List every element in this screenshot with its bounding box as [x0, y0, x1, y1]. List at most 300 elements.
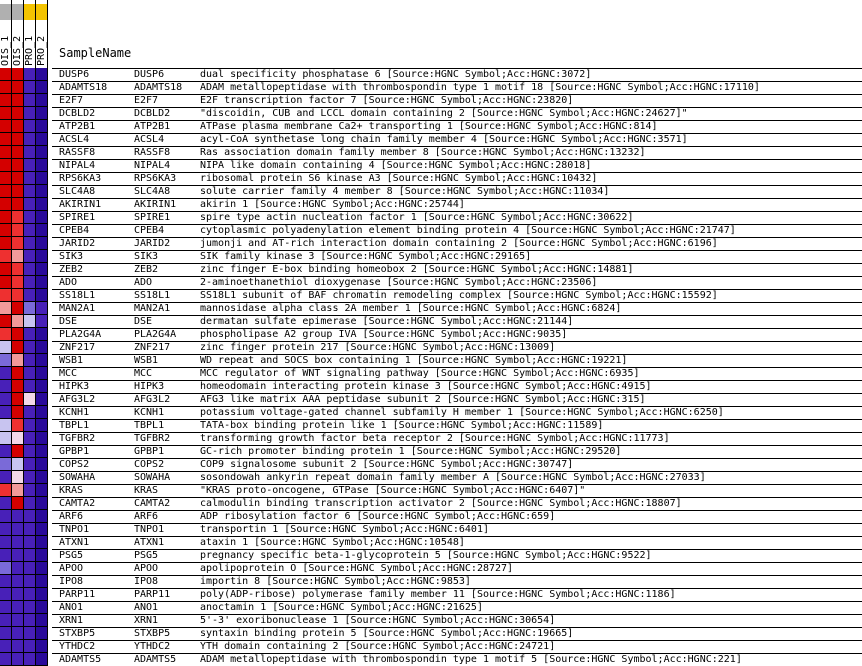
row-symbol-label: CPEB4: [134, 225, 165, 236]
heatmap-cell: [36, 107, 48, 120]
row-description: anoctamin 1 [Source:HGNC Symbol;Acc:HGNC:21625]: [200, 602, 483, 613]
heatmap-cell: [12, 185, 24, 198]
heatmap-cell: [36, 471, 48, 484]
heatmap-cell: [36, 653, 48, 666]
heatmap-cell: [24, 94, 36, 107]
heatmap-cell: [12, 575, 24, 588]
heatmap-cell: [0, 458, 12, 471]
row-description: ADAM metallopeptidase with thrombospondin type 1 motif 18 [Source:HGNC Symbol;Acc:HGNC:17110]: [200, 82, 760, 93]
heatmap-cell: [12, 107, 24, 120]
heatmap-row: [0, 224, 862, 237]
heatmap-cell: [24, 627, 36, 640]
heatmap-cell: [24, 393, 36, 406]
heatmap-cell: [0, 263, 12, 276]
heatmap-cell: [0, 328, 12, 341]
heatmap-cell: [12, 445, 24, 458]
heatmap-cell: [24, 484, 36, 497]
heatmap-cell: [12, 172, 24, 185]
row-probe-label: NIPAL4: [59, 160, 96, 171]
row-symbol-label: GPBP1: [134, 446, 165, 457]
row-description: GC-rich promoter binding protein 1 [Source:HGNC Symbol;Acc:HGNC:29520]: [200, 446, 622, 457]
row-probe-label: JARID2: [59, 238, 96, 249]
heatmap-row: [0, 640, 862, 653]
row-description: sosondowah ankyrin repeat domain family member A [Source:HGNC Symbol;Acc:HGNC:27033]: [200, 472, 706, 483]
row-probe-label: ANO1: [59, 602, 84, 613]
row-probe-label: AKIRIN1: [59, 199, 102, 210]
heatmap-cell: [24, 289, 36, 302]
heatmap-cell: [0, 367, 12, 380]
heatmap-cell: [36, 510, 48, 523]
heatmap-row: [0, 458, 862, 471]
heatmap-cell: [0, 250, 12, 263]
heatmap-cell: [24, 341, 36, 354]
heatmap-cell: [0, 510, 12, 523]
row-description: syntaxin binding protein 5 [Source:HGNC Symbol;Acc:HGNC:19665]: [200, 628, 574, 639]
heatmap-row: [0, 94, 862, 107]
heatmap-cell: [36, 250, 48, 263]
column-header-pro-2: [36, 0, 48, 68]
column-header-label: PRO_1: [24, 35, 35, 66]
heatmap-cell: [12, 302, 24, 315]
row-symbol-label: SIK3: [134, 251, 159, 262]
heatmap-cell: [36, 393, 48, 406]
heatmap-cell: [36, 640, 48, 653]
row-description: YTH domain containing 2 [Source:HGNC Symbol;Acc:HGNC:24721]: [200, 641, 556, 652]
heatmap-row: [0, 276, 862, 289]
heatmap-cell: [24, 237, 36, 250]
row-probe-label: SS18L1: [59, 290, 96, 301]
heatmap-cell: [0, 133, 12, 146]
row-probe-label: AFG3L2: [59, 394, 96, 405]
heatmap-cell: [24, 68, 36, 81]
heatmap-cell: [36, 237, 48, 250]
heatmap-row: [0, 172, 862, 185]
row-probe-label: XRN1: [59, 615, 84, 626]
row-description: "KRAS proto-oncogene, GTPase [Source:HGNC Symbol;Acc:HGNC:6407]": [200, 485, 586, 496]
heatmap-cell: [24, 315, 36, 328]
row-description: jumonji and AT-rich interaction domain containing 2 [Source:HGNC Symbol;Acc:HGNC:6196]: [200, 238, 718, 249]
row-probe-label: HIPK3: [59, 381, 90, 392]
row-probe-label: ACSL4: [59, 134, 90, 145]
heatmap-row: [0, 419, 862, 432]
row-probe-label: IPO8: [59, 576, 84, 587]
row-description: dermatan sulfate epimerase [Source:HGNC Symbol;Acc:HGNC:21144]: [200, 316, 574, 327]
row-probe-label: DCBLD2: [59, 108, 96, 119]
heatmap-cell: [0, 471, 12, 484]
heatmap-cell: [36, 276, 48, 289]
row-description: TATA-box binding protein like 1 [Source:HGNC Symbol;Acc:HGNC:11589]: [200, 420, 604, 431]
heatmap-cell: [0, 302, 12, 315]
heatmap-cell: [12, 497, 24, 510]
row-symbol-label: HIPK3: [134, 381, 165, 392]
column-header-label: OIS_2: [12, 35, 23, 66]
row-description: phospholipase A2 group IVA [Source:HGNC Symbol;Acc:HGNC:9035]: [200, 329, 568, 340]
row-symbol-label: TBPL1: [134, 420, 165, 431]
row-probe-label: SPIRE1: [59, 212, 96, 223]
heatmap-cell: [24, 367, 36, 380]
row-probe-label: SIK3: [59, 251, 84, 262]
row-symbol-label: ZEB2: [134, 264, 159, 275]
heatmap-row: [0, 185, 862, 198]
row-description: zinc finger E-box binding homeobox 2 [Source:HGNC Symbol;Acc:HGNC:14881]: [200, 264, 634, 275]
heatmap-cell: [12, 627, 24, 640]
row-probe-label: KCNH1: [59, 407, 90, 418]
heatmap-cell: [12, 601, 24, 614]
heatmap-cell: [0, 94, 12, 107]
heatmap-cell: [0, 588, 12, 601]
heatmap-row: [0, 523, 862, 536]
heatmap-cell: [0, 653, 12, 666]
row-probe-label: SOWAHA: [59, 472, 96, 483]
row-description: 2-aminoethanethiol dioxygenase [Source:HGNC Symbol;Acc:HGNC:23506]: [200, 277, 598, 288]
heatmap-cell: [12, 419, 24, 432]
heatmap-cell: [24, 185, 36, 198]
row-probe-label: CAMTA2: [59, 498, 96, 509]
heatmap-cell: [36, 354, 48, 367]
heatmap-cell: [0, 276, 12, 289]
heatmap-cell: [12, 198, 24, 211]
heatmap-cell: [12, 588, 24, 601]
heatmap-cell: [36, 523, 48, 536]
heatmap-cell: [24, 302, 36, 315]
row-probe-label: MAN2A1: [59, 303, 96, 314]
heatmap-cell: [12, 471, 24, 484]
heatmap-row: [0, 120, 862, 133]
heatmap-cell: [24, 224, 36, 237]
heatmap-cell: [36, 627, 48, 640]
row-description: ATPase plasma membrane Ca2+ transporting 1 [Source:HGNC Symbol;Acc:HGNC:814]: [200, 121, 658, 132]
heatmap-cell: [12, 263, 24, 276]
row-description: poly(ADP-ribose) polymerase family member 11 [Source:HGNC Symbol;Acc:HGNC:1186]: [200, 589, 676, 600]
row-symbol-label: TGFBR2: [134, 433, 171, 444]
heatmap-cell: [36, 146, 48, 159]
row-symbol-label: KRAS: [134, 485, 159, 496]
column-header-ois-1: [0, 0, 12, 68]
heatmap-cell: [36, 601, 48, 614]
row-description: homeodomain interacting protein kinase 3 [Source:HGNC Symbol;Acc:HGNC:4915]: [200, 381, 652, 392]
heatmap-cell: [36, 289, 48, 302]
heatmap-cell: [24, 445, 36, 458]
heatmap-cell: [0, 419, 12, 432]
row-symbol-label: ACSL4: [134, 134, 165, 145]
heatmap-cell: [12, 393, 24, 406]
heatmap-row: [0, 250, 862, 263]
heatmap-cell: [24, 120, 36, 133]
row-symbol-label: CAMTA2: [134, 498, 171, 509]
row-symbol-label: E2F7: [134, 95, 159, 106]
heatmap-cell: [24, 523, 36, 536]
heatmap-cell: [24, 81, 36, 94]
heatmap-cell: [36, 120, 48, 133]
heatmap-cell: [36, 497, 48, 510]
heatmap-cell: [0, 120, 12, 133]
heatmap-cell: [36, 484, 48, 497]
row-description: akirin 1 [Source:HGNC Symbol;Acc:HGNC:25744]: [200, 199, 465, 210]
row-probe-label: DSE: [59, 316, 78, 327]
row-symbol-label: MAN2A1: [134, 303, 171, 314]
heatmap-cell: [0, 380, 12, 393]
heatmap-cell: [0, 393, 12, 406]
heatmap-row: [0, 133, 862, 146]
heatmap-row: [0, 393, 862, 406]
heatmap-cell: [36, 159, 48, 172]
row-symbol-label: AKIRIN1: [134, 199, 177, 210]
heatmap-cell: [36, 172, 48, 185]
row-description: AFG3 like matrix AAA peptidase subunit 2 [Source:HGNC Symbol;Acc:HGNC:315]: [200, 394, 646, 405]
heatmap-cell: [36, 458, 48, 471]
heatmap-cell: [0, 107, 12, 120]
heatmap-row: [0, 211, 862, 224]
row-symbol-label: RASSF8: [134, 147, 171, 158]
heatmap-cell: [0, 354, 12, 367]
row-description: acyl-CoA synthetase long chain family member 4 [Source:HGNC Symbol;Acc:HGNC:3571]: [200, 134, 688, 145]
heatmap-cell: [12, 250, 24, 263]
heatmap-cell: [36, 302, 48, 315]
heatmap-cell: [36, 211, 48, 224]
heatmap-cell: [24, 458, 36, 471]
row-description: potassium voltage-gated channel subfamily H member 1 [Source:HGNC Symbol;Acc:HGNC:6250]: [200, 407, 724, 418]
heatmap-cell: [36, 341, 48, 354]
row-probe-label: ZEB2: [59, 264, 84, 275]
row-symbol-label: ADAMTS5: [134, 654, 177, 665]
row-symbol-label: STXBP5: [134, 628, 171, 639]
row-probe-label: STXBP5: [59, 628, 96, 639]
heatmap-cell: [12, 159, 24, 172]
heatmap-cell: [0, 601, 12, 614]
heatmap-cell: [12, 120, 24, 133]
heatmap-cell: [36, 198, 48, 211]
heatmap-cell: [12, 484, 24, 497]
heatmap-cell: [36, 81, 48, 94]
heatmap-row: [0, 328, 862, 341]
heatmap-cell: [24, 575, 36, 588]
heatmap-row: [0, 562, 862, 575]
heatmap-cell: [36, 68, 48, 81]
row-description: COP9 signalosome subunit 2 [Source:HGNC Symbol;Acc:HGNC:30747]: [200, 459, 574, 470]
heatmap-row: [0, 159, 862, 172]
heatmap-cell: [0, 341, 12, 354]
heatmap-cell: [24, 172, 36, 185]
heatmap-row: [0, 601, 862, 614]
heatmap-cell: [24, 432, 36, 445]
row-probe-label: GPBP1: [59, 446, 90, 457]
row-probe-label: DUSP6: [59, 69, 90, 80]
heatmap-cell: [0, 68, 12, 81]
heatmap-cell: [12, 289, 24, 302]
row-description: apolipoprotein O [Source:HGNC Symbol;Acc:HGNC:28727]: [200, 563, 514, 574]
row-description: 5'-3' exoribonuclease 1 [Source:HGNC Symbol;Acc:HGNC:30654]: [200, 615, 556, 626]
heatmap-cell: [24, 549, 36, 562]
row-symbol-label: JARID2: [134, 238, 171, 249]
row-description: transforming growth factor beta receptor 2 [Source:HGNC Symbol;Acc:HGNC:11773]: [200, 433, 670, 444]
row-description: ADAM metallopeptidase with thrombospondin type 1 motif 5 [Source:HGNC Symbol;Acc:HGNC:221]: [200, 654, 742, 665]
row-probe-label: ZNF217: [59, 342, 96, 353]
row-probe-label: SLC4A8: [59, 186, 96, 197]
heatmap-cell: [24, 146, 36, 159]
heatmap-cell: [36, 419, 48, 432]
row-probe-label: RPS6KA3: [59, 173, 102, 184]
row-symbol-label: KCNH1: [134, 407, 165, 418]
heatmap-cell: [12, 536, 24, 549]
row-description: importin 8 [Source:HGNC Symbol;Acc:HGNC:9853]: [200, 576, 471, 587]
row-symbol-label: ANO1: [134, 602, 159, 613]
heatmap-cell: [12, 68, 24, 81]
heatmap-cell: [24, 562, 36, 575]
heatmap-row: [0, 81, 862, 94]
row-probe-label: RASSF8: [59, 147, 96, 158]
row-symbol-label: TNPO1: [134, 524, 165, 535]
row-description: SIK family kinase 3 [Source:HGNC Symbol;Acc:HGNC:29165]: [200, 251, 532, 262]
heatmap-row: [0, 68, 862, 81]
heatmap-row: [0, 289, 862, 302]
heatmap-row: [0, 445, 862, 458]
heatmap-cell: [0, 315, 12, 328]
heatmap-cell: [0, 289, 12, 302]
heatmap-cell: [24, 107, 36, 120]
row-symbol-label: ADO: [134, 277, 153, 288]
heatmap-cell: [12, 328, 24, 341]
row-symbol-label: PARP11: [134, 589, 171, 600]
heatmap-cell: [12, 146, 24, 159]
heatmap-cell: [24, 211, 36, 224]
row-symbol-label: PSG5: [134, 550, 159, 561]
row-probe-label: PSG5: [59, 550, 84, 561]
heatmap-cell: [12, 458, 24, 471]
row-probe-label: COPS2: [59, 459, 90, 470]
heatmap-cell: [36, 588, 48, 601]
heatmap-row: [0, 367, 862, 380]
column-header-pro-1: [24, 0, 36, 68]
row-probe-label: KRAS: [59, 485, 84, 496]
heatmap-cell: [36, 614, 48, 627]
heatmap-row: [0, 107, 862, 120]
row-probe-label: ADO: [59, 277, 78, 288]
row-description: mannosidase alpha class 2A member 1 [Source:HGNC Symbol;Acc:HGNC:6824]: [200, 303, 622, 314]
heatmap-row: [0, 237, 862, 250]
row-description: ataxin 1 [Source:HGNC Symbol;Acc:HGNC:10548]: [200, 537, 465, 548]
heatmap-cell: [36, 406, 48, 419]
heatmap-row: [0, 432, 862, 445]
row-symbol-label: SOWAHA: [134, 472, 171, 483]
heatmap-cell: [0, 432, 12, 445]
heatmap-cell: [12, 276, 24, 289]
row-symbol-label: SPIRE1: [134, 212, 171, 223]
row-symbol-label: COPS2: [134, 459, 165, 470]
heatmap-cell: [24, 198, 36, 211]
row-symbol-label: IPO8: [134, 576, 159, 587]
heatmap-cell: [12, 354, 24, 367]
row-probe-label: TGFBR2: [59, 433, 96, 444]
heatmap-cell: [0, 614, 12, 627]
heatmap-cell: [0, 81, 12, 94]
heatmap-cell: [36, 562, 48, 575]
heatmap-cell: [0, 185, 12, 198]
heatmap-cell: [12, 614, 24, 627]
row-probe-label: WSB1: [59, 355, 84, 366]
heatmap-row: [0, 354, 862, 367]
heatmap-row: [0, 575, 862, 588]
heatmap-cell: [0, 575, 12, 588]
heatmap-row: [0, 406, 862, 419]
row-probe-label: E2F7: [59, 95, 84, 106]
heatmap-row: [0, 614, 862, 627]
row-symbol-label: AFG3L2: [134, 394, 171, 405]
row-description: Ras association domain family member 8 [Source:HGNC Symbol;Acc:HGNC:13232]: [200, 147, 646, 158]
heatmap-cell: [12, 653, 24, 666]
heatmap-cell: [0, 445, 12, 458]
heatmap-cell: [0, 640, 12, 653]
row-description: transportin 1 [Source:HGNC Symbol;Acc:HGNC:6401]: [200, 524, 489, 535]
row-symbol-label: DCBLD2: [134, 108, 171, 119]
heatmap-cell: [12, 94, 24, 107]
heatmap-cell: [36, 367, 48, 380]
heatmap-row: [0, 341, 862, 354]
row-symbol-label: ADAMTS18: [134, 82, 183, 93]
column-header-ois-2: [12, 0, 24, 68]
heatmap-cell: [0, 497, 12, 510]
heatmap-row: [0, 549, 862, 562]
row-symbol-label: YTHDC2: [134, 641, 171, 652]
row-description: calmodulin binding transcription activator 2 [Source:HGNC Symbol;Acc:HGNC:18807]: [200, 498, 682, 509]
heatmap-row: [0, 510, 862, 523]
heatmap-cell: [0, 172, 12, 185]
heatmap-cell: [0, 198, 12, 211]
row-description: ribosomal protein S6 kinase A3 [Source:HGNC Symbol;Acc:HGNC:10432]: [200, 173, 598, 184]
heatmap-cell: [12, 367, 24, 380]
row-description: MCC regulator of WNT signaling pathway [Source:HGNC Symbol;Acc:HGNC:6935]: [200, 368, 640, 379]
heatmap-cell: [12, 341, 24, 354]
heatmap-row: [0, 263, 862, 276]
row-symbol-label: SS18L1: [134, 290, 171, 301]
row-probe-label: ATP2B1: [59, 121, 96, 132]
heatmap-cell: [24, 640, 36, 653]
heatmap-cell: [36, 224, 48, 237]
heatmap-cell: [12, 237, 24, 250]
row-symbol-label: ARF6: [134, 511, 159, 522]
row-symbol-label: RPS6KA3: [134, 173, 177, 184]
heatmap-row: [0, 588, 862, 601]
row-description: E2F transcription factor 7 [Source:HGNC Symbol;Acc:HGNC:23820]: [200, 95, 574, 106]
heatmap-cell: [24, 653, 36, 666]
heatmap-cell: [12, 81, 24, 94]
heatmap-cell: [24, 250, 36, 263]
row-symbol-label: ATP2B1: [134, 121, 171, 132]
row-symbol-label: DSE: [134, 316, 153, 327]
heatmap-cell: [12, 224, 24, 237]
heatmap-cell: [0, 159, 12, 172]
heatmap-cell: [12, 315, 24, 328]
heatmap-row: [0, 653, 862, 666]
heatmap-cell: [24, 419, 36, 432]
row-probe-label: ADAMTS5: [59, 654, 102, 665]
row-description: ADP ribosylation factor 6 [Source:HGNC Symbol;Acc:HGNC:659]: [200, 511, 556, 522]
heatmap-cell: [36, 315, 48, 328]
heatmap-cell: [24, 159, 36, 172]
heatmap-cell: [36, 549, 48, 562]
heatmap-row: [0, 146, 862, 159]
heatmap-cell: [12, 380, 24, 393]
heatmap-cell: [24, 510, 36, 523]
heatmap-row: [0, 484, 862, 497]
heatmap-cell: [36, 263, 48, 276]
heatmap-cell: [12, 211, 24, 224]
heatmap-cell: [12, 133, 24, 146]
row-description: solute carrier family 4 member 8 [Source:HGNC Symbol;Acc:HGNC:11034]: [200, 186, 610, 197]
row-symbol-label: DUSP6: [134, 69, 165, 80]
heatmap-cell: [24, 588, 36, 601]
heatmap-cell: [0, 523, 12, 536]
row-description: NIPA like domain containing 4 [Source:HGNC Symbol;Acc:HGNC:28018]: [200, 160, 592, 171]
